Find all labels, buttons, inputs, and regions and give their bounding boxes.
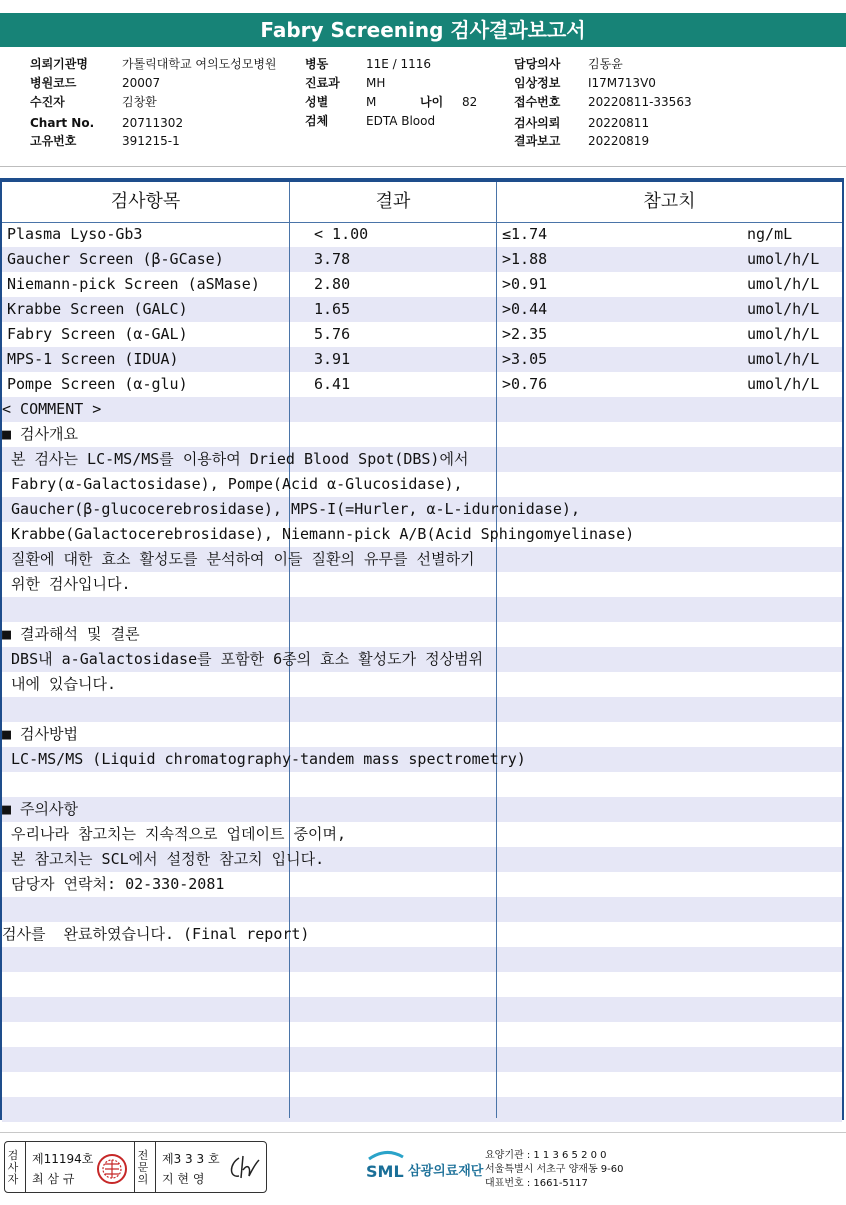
- row-background: [2, 597, 842, 622]
- reference-range: ≤1.74: [502, 225, 548, 243]
- row-background: [2, 897, 842, 922]
- sml-logo-icon: [365, 1147, 407, 1187]
- doctor-label: 담당의사: [514, 57, 561, 71]
- signature-box: [4, 1141, 267, 1193]
- header-divider: [0, 166, 846, 167]
- row-background: [2, 722, 842, 747]
- examiner-vertical-label: [7, 1150, 21, 1186]
- ward-label: 병동: [305, 57, 329, 71]
- sign-divider: [25, 1142, 26, 1192]
- dept-value: MH: [366, 76, 386, 90]
- report-title: Fabry Screening 검사결과보고서: [0, 13, 846, 47]
- comment-line: 내에 있습니다.: [2, 675, 117, 693]
- test-result-value: 3.91: [314, 350, 351, 368]
- test-result-value: < 1.00: [314, 225, 369, 243]
- reference-range: >1.88: [502, 250, 548, 268]
- test-item-name: Gaucher Screen (β-GCase): [7, 250, 224, 268]
- reference-unit: umol/h/L: [747, 300, 820, 318]
- specimen-label: 검체: [305, 114, 329, 128]
- comment-line: Gaucher(β-glucocerebrosidase), MPS-I(=Hurler, α-L-iduronidase),: [2, 500, 580, 518]
- sex-value: M: [366, 95, 377, 109]
- comment-line: Krabbe(Galactocerebrosidase), Niemann-pick A/B(Acid Sphingomyelinase): [2, 525, 635, 543]
- row-background: [2, 697, 842, 722]
- comment-line: < COMMENT >: [2, 400, 102, 418]
- sex-label: 성별: [305, 95, 329, 109]
- row-background: [2, 772, 842, 797]
- comment-line: 검사를 완료하였습니다. (Final report): [2, 925, 310, 943]
- header-result: 결과: [375, 191, 411, 212]
- comment-line: ■ 검사개요: [2, 425, 79, 443]
- phone-line: 대표번호 : 1661-5117: [485, 1178, 588, 1189]
- test-result-value: 5.76: [314, 325, 351, 343]
- header-reference: 참고치: [643, 191, 696, 212]
- footer-divider: [0, 1132, 846, 1133]
- report-label: 결과보고: [514, 134, 561, 148]
- reference-range: >0.91: [502, 275, 548, 293]
- chart-value: 20711302: [122, 116, 184, 130]
- row-background: [2, 1072, 842, 1097]
- reference-unit: umol/h/L: [747, 325, 820, 343]
- header-item: 검사항목: [110, 191, 181, 212]
- comment-line: Fabry(α-Galactosidase), Pompe(Acid α-Glucosidase),: [2, 475, 463, 493]
- examiner-vertical-text: 검사자: [7, 1149, 19, 1186]
- examiner-license: 제11194호: [32, 1152, 94, 1166]
- row-background: [2, 672, 842, 697]
- test-item-name: Krabbe Screen (GALC): [7, 300, 188, 318]
- examiner-seal-icon: [95, 1152, 129, 1186]
- test-item-name: Niemann-pick Screen (aSMase): [7, 275, 260, 293]
- reference-range: >0.44: [502, 300, 548, 318]
- logo-text: SML: [366, 1162, 404, 1181]
- comment-line: 본 검사는 LC-MS/MS를 이용하여 Dried Blood Spot(DBS)에서: [2, 450, 469, 468]
- unique-label: 고유번호: [30, 134, 77, 148]
- column-divider: [496, 182, 497, 1118]
- test-result-value: 1.65: [314, 300, 351, 318]
- comment-line: ■ 결과해석 및 결론: [2, 625, 140, 643]
- test-item-name: Plasma Lyso-Gb3: [7, 225, 143, 243]
- chart-label: Chart No.: [30, 116, 95, 130]
- reference-range: >3.05: [502, 350, 548, 368]
- hospital-value: 가톨릭대학교 여의도성모병원: [122, 57, 277, 71]
- comment-line: 우리나라 참고치는 지속적으로 업데이트 중이며,: [2, 825, 346, 843]
- test-item-name: MPS-1 Screen (IDUA): [7, 350, 179, 368]
- test-result-value: 3.78: [314, 250, 351, 268]
- row-background: [2, 997, 842, 1022]
- code-label: 병원코드: [30, 76, 77, 90]
- comment-line: 위한 검사입니다.: [2, 575, 131, 593]
- clinical-value: I17M713V0: [588, 76, 656, 90]
- comment-line: 질환에 대한 효소 활성도를 분석하여 이들 질환의 유무를 선별하기: [2, 550, 475, 568]
- specialist-name: 지 현 영: [162, 1172, 205, 1186]
- hospital-row: [30, 56, 88, 72]
- comment-line: 본 참고치는 SCL에서 설정한 참고치 입니다.: [2, 850, 325, 868]
- signature-icon: [225, 1150, 263, 1186]
- row-background: [2, 397, 842, 422]
- result-table: [0, 178, 844, 1120]
- doctor-value: 김동윤: [588, 57, 623, 71]
- organization-address: [485, 1149, 624, 1191]
- sign-divider: [134, 1142, 135, 1192]
- specialist-license: 제3 3 3 호: [162, 1152, 220, 1166]
- specialist-vertical-label: [137, 1150, 151, 1186]
- reference-unit: ng/mL: [747, 225, 793, 243]
- receipt-label: 접수번호: [514, 95, 561, 109]
- row-background: [2, 1097, 842, 1122]
- specialist-vertical-text: 전문의: [137, 1149, 149, 1186]
- row-background: [2, 797, 842, 822]
- row-background: [2, 422, 842, 447]
- clinical-label: 임상정보: [514, 76, 561, 90]
- patient-value: 김창환: [122, 95, 157, 109]
- reference-range: >2.35: [502, 325, 548, 343]
- code-value: 20007: [122, 76, 161, 90]
- specimen-value: EDTA Blood: [366, 114, 436, 128]
- comment-line: DBS내 a-Galactosidase를 포함한 6종의 효소 활성도가 정상범위: [2, 650, 484, 668]
- row-background: [2, 1022, 842, 1047]
- test-result-value: 2.80: [314, 275, 351, 293]
- table-header: [2, 182, 842, 223]
- dept-label: 진료과: [305, 76, 340, 90]
- hospital-label: 의뢰기관명: [30, 57, 88, 71]
- row-background: [2, 972, 842, 997]
- sign-divider: [155, 1142, 156, 1192]
- reference-unit: umol/h/L: [747, 275, 820, 293]
- reference-unit: umol/h/L: [747, 250, 820, 268]
- reference-range: >0.76: [502, 375, 548, 393]
- request-value: 20220811: [588, 116, 650, 130]
- report-value: 20220819: [588, 134, 650, 148]
- request-label: 검사의뢰: [514, 116, 561, 130]
- address-line: 서울특별시 서초구 양재동 9-60: [485, 1164, 624, 1175]
- comment-line: 담당자 연락처: 02-330-2081: [2, 875, 225, 893]
- comment-line: LC-MS/MS (Liquid chromatography-tandem mass spectrometry): [2, 750, 526, 768]
- ward-value: 11E / 1116: [366, 57, 432, 71]
- patient-label: 수진자: [30, 95, 65, 109]
- organization-name: 삼광의료재단: [408, 1164, 484, 1179]
- age-label: 나이: [420, 95, 444, 109]
- age-value: 82: [462, 95, 478, 109]
- test-result-value: 6.41: [314, 375, 351, 393]
- row-background: [2, 947, 842, 972]
- receipt-value: 20220811-33563: [588, 95, 692, 109]
- reference-unit: umol/h/L: [747, 350, 820, 368]
- institution-code: 요양기관 : 1 1 3 6 5 2 0 0: [485, 1150, 607, 1161]
- comment-line: ■ 주의사항: [2, 800, 79, 818]
- comment-line: ■ 검사방법: [2, 725, 79, 743]
- unique-value: 391215-1: [122, 134, 180, 148]
- reference-unit: umol/h/L: [747, 375, 820, 393]
- test-item-name: Pompe Screen (α-glu): [7, 375, 188, 393]
- test-item-name: Fabry Screen (α-GAL): [7, 325, 188, 343]
- row-background: [2, 1047, 842, 1072]
- examiner-name: 최 삼 규: [32, 1172, 75, 1186]
